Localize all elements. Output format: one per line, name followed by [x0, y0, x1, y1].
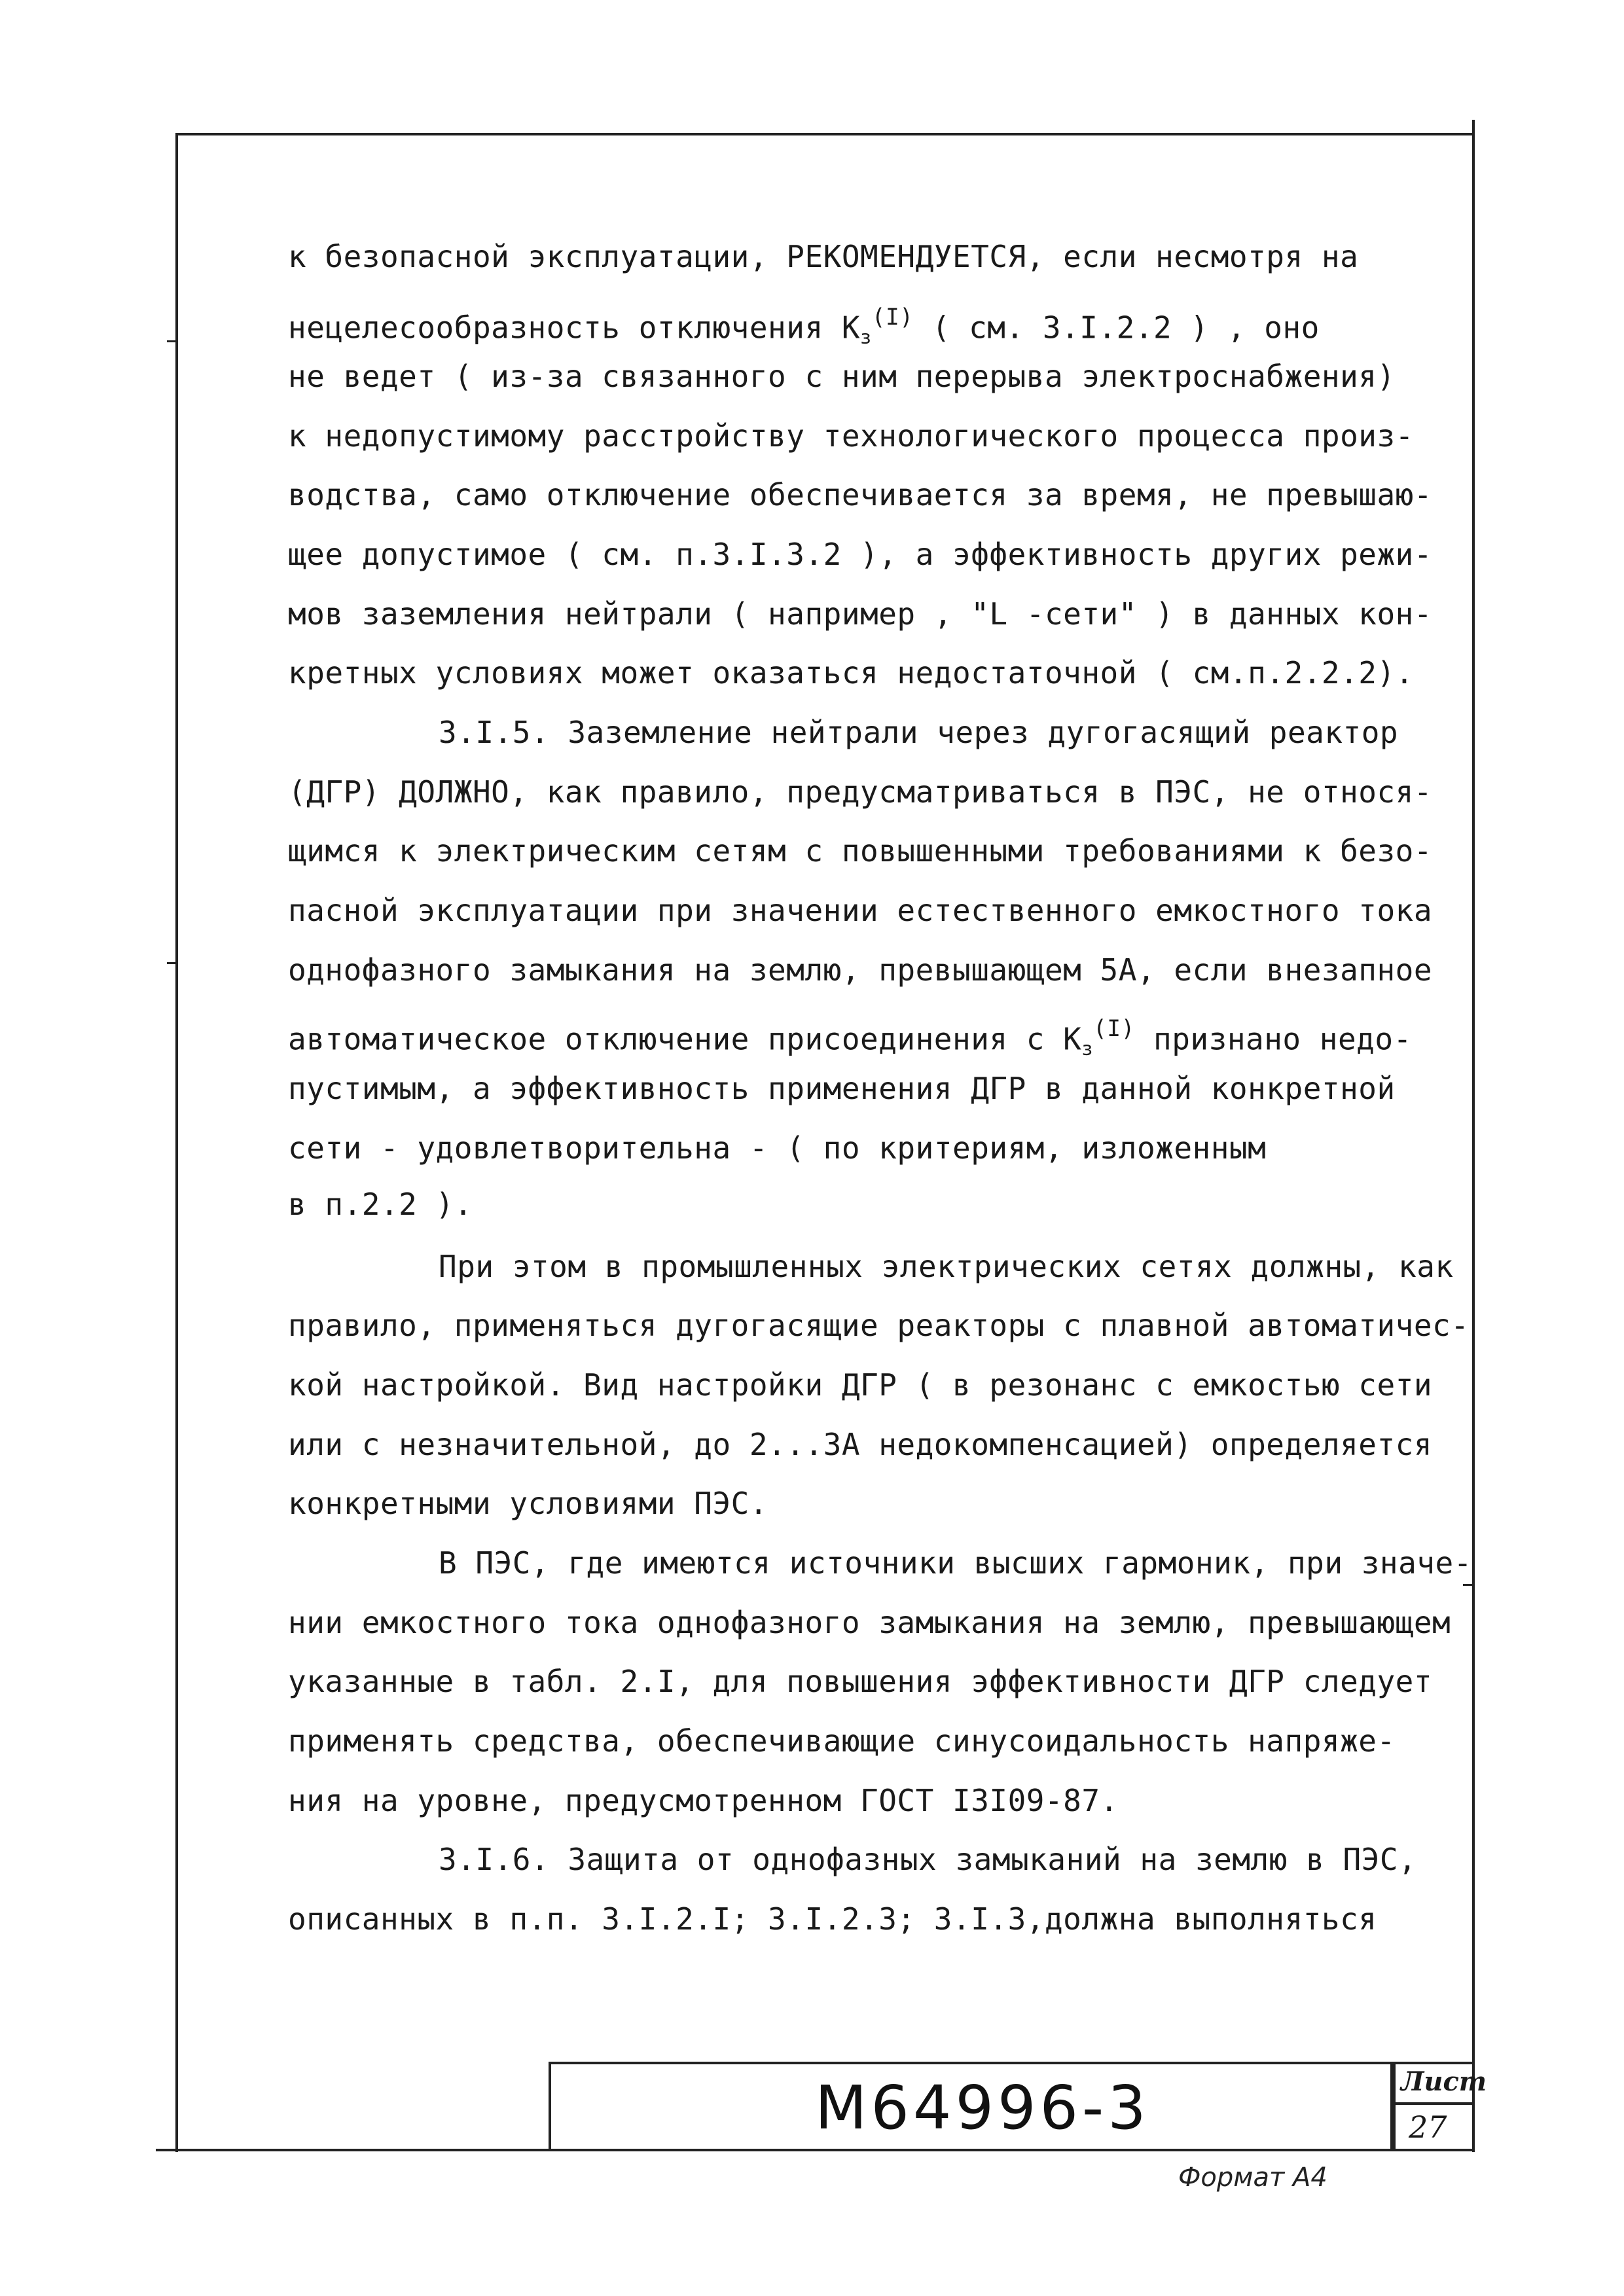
sheet-label: Лист	[1401, 2066, 1487, 2097]
text-line: описанных в п.п. 3.I.2.I; 3.I.2.3; 3.I.3,должна выполняться	[288, 1901, 1377, 1937]
text-line: конкретными условиями ПЭС.	[288, 1486, 768, 1521]
text-line: ния на уровне, предусмотренном ГОСТ I3I09-87.	[288, 1783, 1119, 1818]
margin-tick	[167, 340, 177, 342]
text-line: нии емкостного тока однофазного замыкания на землю, превышающем	[288, 1605, 1451, 1640]
text-line: к безопасной эксплуатации, РЕКОМЕНДУЕТСЯ, если несмотря на	[288, 239, 1359, 274]
text-line: (ДГР) ДОЛЖНО, как правило, предусматриваться в ПЭС, не относя-	[288, 774, 1433, 810]
text-fragment: автоматическое отключение присоединения с К	[288, 1021, 1082, 1057]
text-line: щимся к электрическим сетям с повышенными требованиями к безо-	[288, 833, 1433, 869]
margin-tick	[167, 962, 177, 964]
text-fragment: признано недо-	[1134, 1021, 1412, 1057]
subscript: з	[1081, 1038, 1094, 1060]
text-fragment: ( см. 3.I.2.2 ) , оно	[913, 310, 1320, 346]
section-heading-line: 3.I.5. Заземление нейтрали через дугогасящий реактор	[439, 715, 1399, 750]
paragraph-first-line: В ПЭС, где имеются источники высших гармоник, при значе-	[439, 1545, 1472, 1581]
text-line: к недопустимому расстройству технологического процесса произ-	[288, 418, 1414, 454]
subscript: з	[860, 327, 872, 349]
superscript: (I)	[1093, 1016, 1135, 1042]
document-code: М64996-3	[815, 2073, 1150, 2143]
section-heading-line: 3.I.6. Защита от однофазных замыканий на землю в ПЭС,	[439, 1842, 1417, 1877]
text-line: кой настройкой. Вид настройки ДГР ( в резонанс с емкостью сети	[288, 1367, 1433, 1403]
frame-left-border	[175, 133, 178, 2152]
text-line: однофазного замыкания на землю, превышающем 5А, если внезапное	[288, 952, 1433, 988]
text-line: кретных условиях может оказаться недостаточной ( см.п.2.2.2).	[288, 655, 1414, 691]
margin-tick	[1463, 1584, 1475, 1586]
paper-format-label: Формат А4	[1178, 2162, 1327, 2193]
text-line: правило, применяться дугогасящие реакторы с плавной автоматичес-	[288, 1308, 1470, 1343]
text-line: водства, само отключение обеспечивается за время, не превышаю-	[288, 477, 1433, 512]
text-line: применять средства, обеспечивающие синусоидальность напряже-	[288, 1723, 1396, 1759]
sheet-number: 27	[1409, 2109, 1447, 2145]
text-line: пустимым, а эффективность применения ДГР в данной конкретной	[288, 1071, 1396, 1106]
text-line: в п.2.2 ).	[288, 1187, 473, 1222]
text-line: не ведет ( из-за связанного с ним перерыва электроснабжения)	[288, 359, 1396, 394]
sheet-cell-divider	[1393, 2102, 1475, 2105]
text-line: указанные в табл. 2.I, для повышения эффективности ДГР следует	[288, 1664, 1433, 1699]
paragraph-first-line: При этом в промышленных электрических сетях должны, как	[439, 1249, 1454, 1284]
frame-top-border	[175, 133, 1475, 135]
text-line	[288, 298, 1473, 357]
text-line: или с незначительной, до 2...3А недокомпенсацией) определяется	[288, 1427, 1433, 1462]
text-line: сети - удовлетворительна - ( по критериям, изложенным	[288, 1130, 1267, 1166]
text-line	[288, 1009, 1473, 1069]
text-line: щее допустимое ( см. п.3.I.3.2 ), а эффективность других режи-	[288, 537, 1433, 572]
text-fragment: нецелесообразность отключения К	[288, 310, 861, 346]
superscript: (I)	[871, 304, 914, 331]
text-line: мов заземления нейтрали ( например , "L -сети" ) в данных кон-	[288, 596, 1433, 632]
text-line: пасной эксплуатации при значении естественного емкостного тока	[288, 893, 1433, 928]
